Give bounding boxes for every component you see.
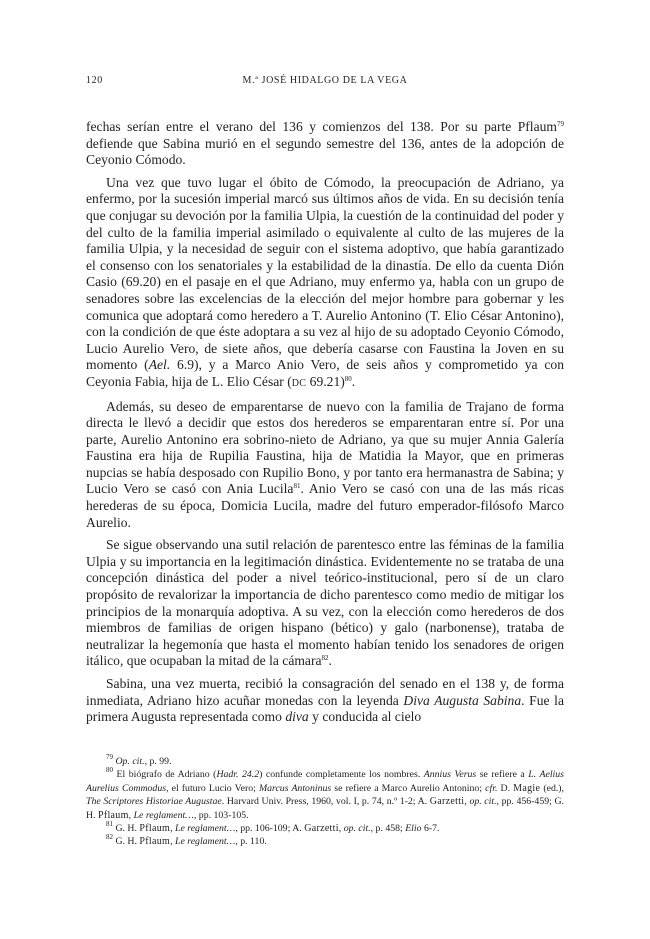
footnote-italic: Op. cit. [115, 756, 145, 767]
paragraph-text: Una vez que tuvo lugar el óbito de Cómodo, la preocupación de Adriano, ya enfermo, por la sucesión imperial marcó sus últimos años de vida. En su decisión tenía que conjugar su devoción por la familia Ulpia, la cuestión de la continuidad del poder y del culto de la familia imperial asimilado o equivalente al culto de las mujeres de la familia Ulpia, y la necesidad de seguir con el sistema adoptivo, que había garantizado el consenso con los senatoriales y la estabilidad de la dinastía. De ello da cuenta Dión Casio (69.20) en el pasaje en el que Adriano, muy enfermo ya, habla con un grupo de senadores sobre las excelencias de la elección del mejor hombre para gobernar y les comunica que adoptará como heredero a T. Aurelio Antonino (T. Elio César Antonino), con la condición de que éste adoptara a su vez al hijo de su adoptado Ceyonio Cómodo, Lucio Aurelio Vero, de siete años, que debería casarse con Faustina la Joven en su momento ( [86, 174, 564, 373]
footnote-italic: Hadr. 24.2 [216, 769, 260, 781]
footnote-text: , [170, 836, 175, 848]
paragraph-text: . Anio Vero se casó con una de las más ricas herederas de su época, Domicia Lucila, madre del futuro emperador-filósofo Marco Aurelio. [86, 481, 564, 530]
author-smallcaps: Pflaum [139, 836, 171, 848]
paragraph-text: fechas serían entre el verano del 136 y comienzos del 138. Por su parte Pflaum [86, 119, 557, 134]
footnote-text: D. [497, 782, 514, 794]
footnote-italic: op. cit. [469, 796, 497, 808]
term-italic: diva [285, 709, 309, 725]
footnote-text: , [464, 796, 470, 808]
paragraph-2 [86, 175, 564, 393]
footnote-text: . Harvard Univ. Press, 1960, vol. I, p. 74, n.º 1-2; A. [221, 796, 430, 808]
paragraph-text: defiende que Sabina murió en el segundo semestre del 136, antes de la adopción de Ceyonio Cómodo. [86, 135, 564, 168]
footnote-number: 79 [106, 753, 113, 761]
author-smallcaps: Magie [513, 782, 541, 794]
footnote-81 [86, 822, 564, 835]
footnote-italic: Annius Verus [423, 769, 477, 781]
footnote-text: , pp. 456-459; G. H. [86, 796, 564, 821]
citation-italic: Ael. [148, 357, 171, 373]
author-smallcaps: Garzetti [429, 796, 465, 808]
footnote-82 [86, 835, 564, 848]
paragraph-4 [86, 537, 564, 670]
footnote-italic: Le reglament… [133, 809, 194, 821]
author-smallcaps: Pflaum [139, 823, 171, 835]
paragraph-text: Se sigue observando una sutil relación de parentesco entre las féminas de la familia Ulpia y su importancia en la legitimación dinástica. Evidentemente no se trataba de una concepción dinástica del poder a nivel teórico-institucional, pero sí de un claro propósito de revalorizar la importancia de dicho parentesco como medio de mitigar los principios de la monarquía adoptiva. A su vez, con la elección como herederos de dos miembros de familias de origen hispano (bético) y galo (narbonense), trataba de neutralizar la hegemonía que hasta el momento habían tenido los senadores de origen itálico, que ocupaban la mitad de la cámara [86, 537, 564, 669]
footnote-text: , [338, 823, 344, 835]
footnote-text: El biógrafo de Adriano ( [116, 769, 217, 781]
footnote-text: , [170, 823, 175, 835]
footnote-text: , pp. 106-109; A. [235, 823, 305, 835]
footnote-text: se refiere a Marco Aurelio Antonino; [331, 782, 486, 794]
footnote-ref-82: 82 [321, 654, 329, 663]
footnote-number: 82 [106, 833, 113, 842]
citation-smallcaps: DC [291, 377, 307, 389]
running-title: M.ª JOSÉ HIDALGO DE LA VEGA [242, 75, 408, 86]
footnote-number: 80 [106, 766, 113, 775]
footnote-text: , el futuro Lucio Vero; [166, 782, 259, 794]
footnote-80 [86, 768, 564, 822]
author-smallcaps: Garzetti [304, 823, 339, 835]
footnote-number: 81 [106, 820, 113, 829]
paragraph-text: 69.21) [306, 373, 345, 389]
footnote-text: , p. 99. [144, 756, 172, 767]
paragraph-text: Sabina, una vez muerta, recibió la consagración del senado en el 138 y, de forma inmediata, Adriano hizo acuñar monedas con la leyenda [86, 676, 564, 708]
footnotes [86, 755, 564, 849]
paragraph-3 [86, 399, 564, 532]
footnote-text: , p. 458; [370, 823, 406, 835]
paragraph-text: y conducida al cielo [308, 709, 422, 725]
coin-legend-italic: Diva Augusta Sabina [403, 692, 522, 708]
paragraph-5 [86, 676, 564, 726]
footnote-text: , [128, 809, 134, 821]
footnote-italic: Elio [405, 823, 422, 835]
footnote-italic: cfr. [485, 782, 498, 794]
footnote-italic: Le reglament… [175, 836, 236, 848]
paragraph-text: 6.9), y a Marco Anio Vero, de seis años y comprometido ya con Ceyonia Fabia, hija de L. Elio César ( [86, 357, 564, 389]
page-number: 120 [86, 75, 103, 86]
footnote-text: , pp. 103-105. [193, 809, 249, 821]
footnote-ref-80: 80 [344, 374, 352, 383]
paragraph-text: . [328, 653, 332, 669]
page-header [86, 75, 564, 93]
footnote-italic: op. cit. [343, 823, 371, 835]
footnote-text: G. H. [115, 823, 140, 835]
paragraph-text: Además, su deseo de emparentarse de nuevo con la familia de Trajano de forma directa le llevó a decidir que estos dos herederos se emparentaran entre sí. Por una parte, Aurelio Antonino era sobrino-nieto de Adriano, ya que su mujer Annia Galería Faustina era hija de Rupilia Faustina, hija de Matidia la Mayor, que en primeras nupcias se había desposado con Rupilio Bono, y por tanto era hermanastra de Sabina; y Lucio Vero se casó con Ania Lucila [86, 398, 564, 497]
footnote-text: 6-7. [421, 823, 440, 835]
footnote-ref-79: 79 [557, 120, 564, 128]
footnote-italic: L. Aelius Aurelius Commodus [86, 769, 564, 794]
body-text [86, 119, 564, 732]
footnote-italic: Le reglament… [175, 823, 236, 835]
paragraph-text: . Fue la primera Augusta representada como [86, 692, 564, 725]
footnote-79 [86, 755, 564, 768]
footnote-text: ) confunde completamente los nombres. [259, 769, 424, 781]
footnote-text: G. H. [115, 836, 140, 848]
footnote-italic: The Scriptores Historiae Augustae [86, 796, 222, 808]
footnote-italic: Marcus Antoninus [258, 782, 332, 794]
footnote-text: (ed.), [540, 782, 564, 794]
footnote-text: , p. 110. [235, 836, 267, 848]
paragraph-text: . [351, 373, 356, 389]
footnote-ref-81: 81 [293, 482, 301, 491]
paragraph-1 [86, 119, 564, 169]
footnote-text: se refiere a [476, 769, 529, 781]
author-smallcaps: Pflaum [97, 809, 129, 821]
